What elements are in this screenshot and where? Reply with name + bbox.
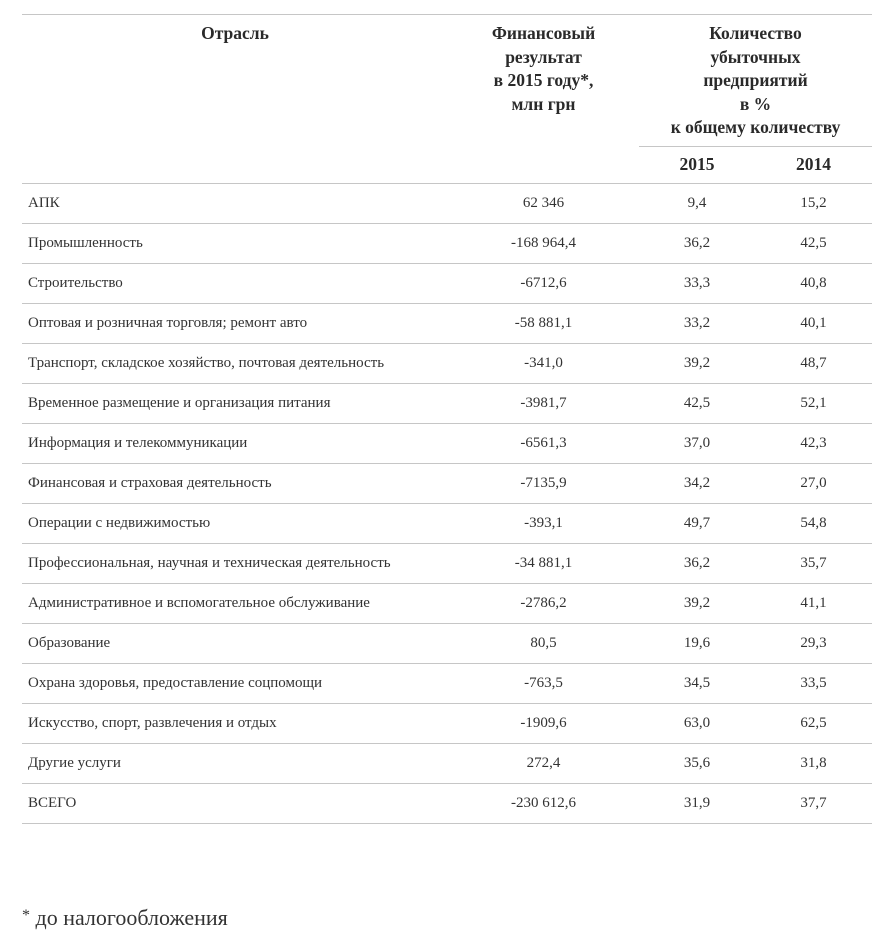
financial-result-cell: 62 346 (448, 183, 639, 223)
header-financial-line: Финансовый (491, 23, 596, 43)
table-row (22, 383, 872, 423)
loss-share-2015-cell: 9,4 (639, 183, 755, 223)
table-row (22, 183, 872, 223)
financial-result-cell: -763,5 (448, 663, 639, 703)
financial-result-cell: -6712,6 (448, 263, 639, 303)
footnote-marker: * (22, 907, 30, 924)
financial-result-cell: -58 881,1 (448, 303, 639, 343)
financial-result-cell: -230 612,6 (448, 783, 639, 823)
financial-result-cell: 80,5 (448, 623, 639, 663)
loss-share-2014-cell: 42,5 (755, 223, 872, 263)
loss-share-2014-cell: 27,0 (755, 463, 872, 503)
industry-cell: Охрана здоровья, предоставление соцпомощи (22, 663, 448, 703)
financial-result-cell: -2786,2 (448, 583, 639, 623)
table-row (22, 463, 872, 503)
loss-share-2014-cell: 31,8 (755, 743, 872, 783)
financial-result-cell: -393,1 (448, 503, 639, 543)
loss-share-2014-cell: 40,1 (755, 303, 872, 343)
header-financial-result (448, 15, 639, 184)
table-header-row (22, 15, 872, 147)
loss-share-2014-cell: 40,8 (755, 263, 872, 303)
industry-cell: Операции с недвижимостью (22, 503, 448, 543)
financial-result-cell: -168 964,4 (448, 223, 639, 263)
loss-share-2015-cell: 39,2 (639, 583, 755, 623)
loss-share-2014-cell: 29,3 (755, 623, 872, 663)
header-financial-line: млн грн (511, 93, 576, 114)
loss-share-2014-cell: 33,5 (755, 663, 872, 703)
industry-cell: АПК (22, 183, 448, 223)
loss-share-2014-cell: 37,7 (755, 783, 872, 823)
header-financial-line: в 2015 году*, (493, 70, 594, 90)
loss-share-2015-cell: 39,2 (639, 343, 755, 383)
financial-results-table (22, 14, 872, 824)
financial-result-cell: -1909,6 (448, 703, 639, 743)
table-row (22, 783, 872, 823)
footnote-text: до налогообложения (30, 905, 228, 930)
table-row (22, 223, 872, 263)
financial-result-cell: -6561,3 (448, 423, 639, 463)
loss-share-2014-cell: 62,5 (755, 703, 872, 743)
industry-cell: Образование (22, 623, 448, 663)
industry-cell: Строительство (22, 263, 448, 303)
table-row (22, 343, 872, 383)
loss-share-2015-cell: 36,2 (639, 543, 755, 583)
loss-share-2015-cell: 37,0 (639, 423, 755, 463)
loss-share-2015-cell: 34,2 (639, 463, 755, 503)
industry-cell: Оптовая и розничная торговля; ремонт авто (22, 303, 448, 343)
loss-share-2014-cell: 48,7 (755, 343, 872, 383)
loss-share-2014-cell: 42,3 (755, 423, 872, 463)
loss-share-2015-cell: 42,5 (639, 383, 755, 423)
header-year-2015: 2015 (639, 146, 755, 183)
loss-share-2014-cell: 54,8 (755, 503, 872, 543)
header-industry (22, 15, 448, 184)
table-row (22, 743, 872, 783)
financial-result-cell: -34 881,1 (448, 543, 639, 583)
financial-results-table-container (22, 14, 872, 824)
loss-share-2015-cell: 33,3 (639, 263, 755, 303)
loss-share-2015-cell: 63,0 (639, 703, 755, 743)
header-loss-making-share (639, 15, 872, 147)
industry-cell: Промышленность (22, 223, 448, 263)
table-row (22, 703, 872, 743)
industry-cell: Административное и вспомогательное обслуживание (22, 583, 448, 623)
industry-cell: Временное размещение и организация питания (22, 383, 448, 423)
loss-share-2014-cell: 15,2 (755, 183, 872, 223)
financial-result-cell: -341,0 (448, 343, 639, 383)
table-row (22, 303, 872, 343)
header-year-2014: 2014 (755, 146, 872, 183)
table-row (22, 543, 872, 583)
loss-share-2015-cell: 49,7 (639, 503, 755, 543)
table-row (22, 663, 872, 703)
industry-cell: Другие услуги (22, 743, 448, 783)
loss-share-2015-cell: 36,2 (639, 223, 755, 263)
table-row (22, 263, 872, 303)
header-loss-line: убыточных (710, 46, 801, 67)
table-row (22, 423, 872, 463)
financial-result-cell: -3981,7 (448, 383, 639, 423)
loss-share-2015-cell: 19,6 (639, 623, 755, 663)
footnote (22, 905, 228, 931)
loss-share-2015-cell: 33,2 (639, 303, 755, 343)
industry-cell: ВСЕГО (22, 783, 448, 823)
header-loss-line: Количество (709, 23, 802, 43)
loss-share-2015-cell: 34,5 (639, 663, 755, 703)
table-body (22, 183, 872, 823)
industry-cell: Информация и телекоммуникации (22, 423, 448, 463)
financial-result-cell: 272,4 (448, 743, 639, 783)
header-loss-line: в % (739, 93, 772, 114)
financial-result-cell: -7135,9 (448, 463, 639, 503)
industry-cell: Транспорт, складское хозяйство, почтовая деятельность (22, 343, 448, 383)
loss-share-2015-cell: 31,9 (639, 783, 755, 823)
header-financial-line: результат (505, 46, 582, 67)
industry-cell: Финансовая и страховая деятельность (22, 463, 448, 503)
loss-share-2014-cell: 41,1 (755, 583, 872, 623)
header-industry-label: Отрасль (201, 23, 269, 43)
loss-share-2014-cell: 52,1 (755, 383, 872, 423)
header-loss-line: к общему количеству (670, 117, 841, 137)
table-row (22, 623, 872, 663)
loss-share-2014-cell: 35,7 (755, 543, 872, 583)
header-loss-line: предприятий (703, 70, 808, 90)
table-row (22, 583, 872, 623)
loss-share-2015-cell: 35,6 (639, 743, 755, 783)
industry-cell: Искусство, спорт, развлечения и отдых (22, 703, 448, 743)
table-row (22, 503, 872, 543)
industry-cell: Профессиональная, научная и техническая деятельность (22, 543, 448, 583)
